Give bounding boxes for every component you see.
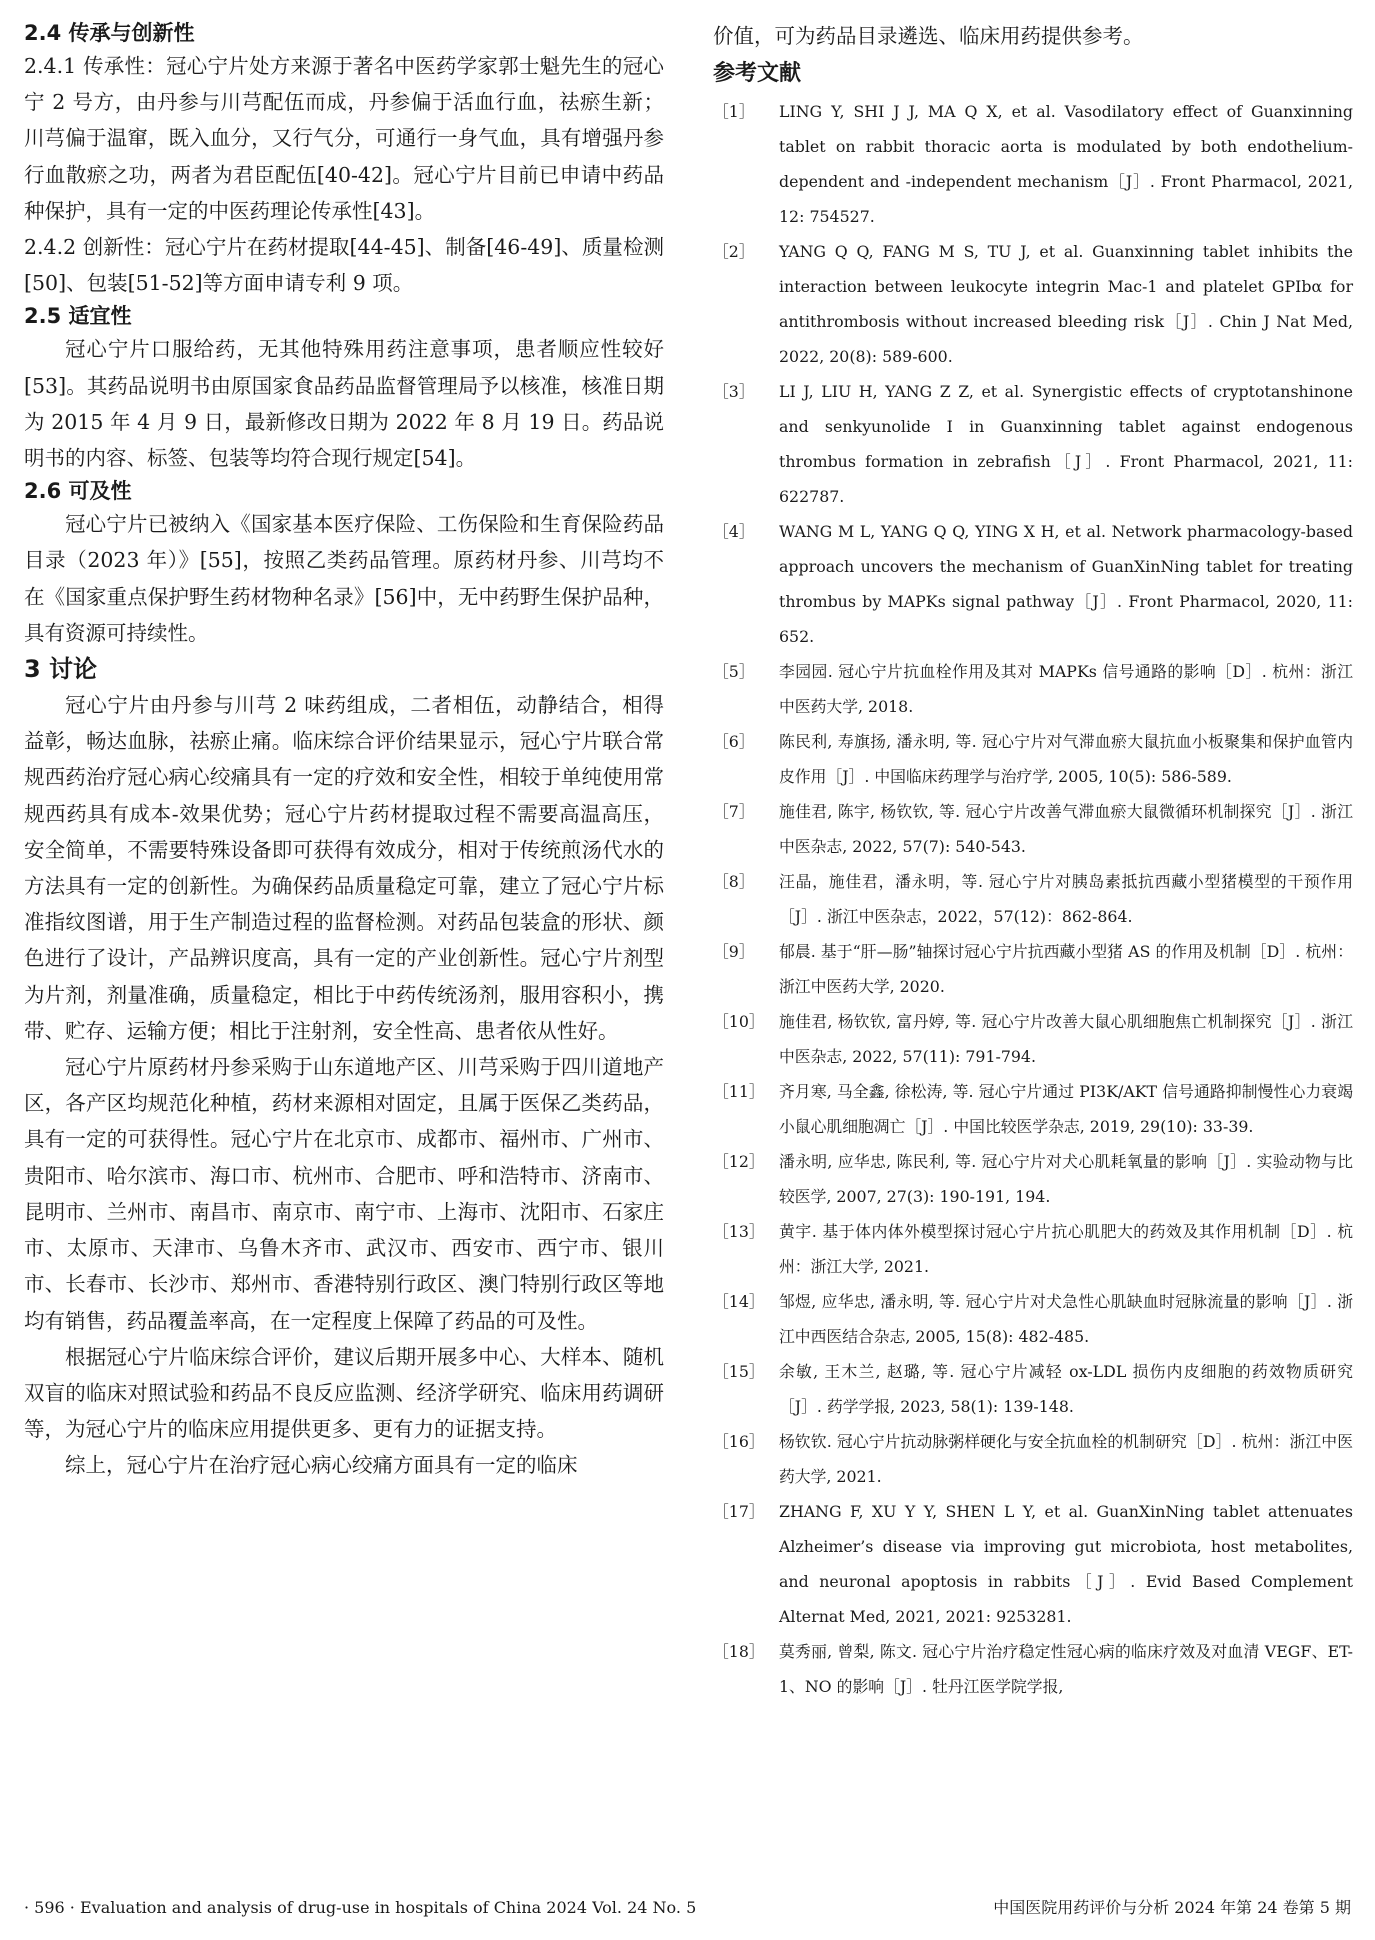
reference-number: ［17］ <box>713 1502 765 1522</box>
reference-text: ZHANG F, XU Y Y, SHEN L Y, et al. GuanXinNing tablet attenuates Alzheimer’s disease via improving gut microbiota, host metabolites, and neuronal apoptosis in rabbits［J］. Evid Based Complement Alternat Med, 2021, 2021: 9253281. <box>779 1502 1353 1627</box>
references-title: 参考文献 <box>713 61 802 87</box>
reference-item <box>713 1074 1353 1144</box>
reference-text: 施佳君, 陈宇, 杨钦钦, 等. 冠心宁片改善气滞血瘀大鼠微循环机制探究［J］. 浙江中医杂志, 2022, 57(7): 540-543. <box>779 802 1353 857</box>
reference-text: YANG Q Q, FANG M S, TU J, et al. Guanxinning tablet inhibits the interaction between leukocyte integrin Mac-1 and platelet GPIbα for antithrombosis without increased bleeding risk［J］. Chin J Nat Med, 2022, 20(8): 589-600. <box>779 242 1353 367</box>
paragraph-3-2: 冠心宁片原药材丹参采购于山东道地产区、川芎采购于四川道地产区，各产区均规范化种植，药材来源相对固定，且属于医保乙类药品，具有一定的可获得性。冠心宁片在北京市、成都市、福州市、广州市、贵阳市、哈尔滨市、海口市、杭州市、合肥市、呼和浩特市、济南市、昆明市、兰州市、南昌市、南京市、南宁市、上海市、沈阳市、石家庄市、太原市、天津市、乌鲁木齐市、武汉市、西安市、西宁市、银川市、长春市、长沙市、郑州市、香港特别行政区、澳门特别行政区等地均有销售，药品覆盖率高，在一定程度上保障了药品的可及性。 <box>24 1055 664 1333</box>
reference-item <box>713 514 1353 654</box>
reference-list <box>713 94 1353 1704</box>
reference-item <box>713 724 1353 794</box>
reference-item <box>713 654 1353 724</box>
right-column <box>713 18 1353 1704</box>
reference-item <box>713 94 1353 234</box>
reference-text: 余敏, 王木兰, 赵璐, 等. 冠心宁片减轻 ox-LDL 损伤内皮细胞的药效物质研究［J］. 药学学报, 2023, 58(1): 139-148. <box>779 1362 1353 1417</box>
reference-item <box>713 1004 1353 1074</box>
reference-number: ［3］ <box>713 382 755 402</box>
reference-text: 杨钦钦. 冠心宁片抗动脉粥样硬化与安全抗血栓的机制研究［D］. 杭州：浙江中医药大学, 2021. <box>779 1432 1353 1487</box>
reference-number: ［5］ <box>713 662 755 682</box>
reference-text: 陈民利, 寿旗扬, 潘永明, 等. 冠心宁片对气滞血瘀大鼠抗血小板聚集和保护血管内皮作用［J］. 中国临床药理学与治疗学, 2005, 10(5): 586-589. <box>779 732 1353 787</box>
reference-text: WANG M L, YANG Q Q, YING X H, et al. Network pharmacology-based approach uncovers the mechanism of GuanXinNing tablet for treating thrombus by MAPKs signal pathway［J］. Front Pharmacol, 2020, 11: 652. <box>779 522 1353 647</box>
reference-number: ［10］ <box>713 1012 765 1032</box>
paragraph-3-3: 根据冠心宁片临床综合评价，建议后期开展多中心、大样本、随机双盲的临床对照试验和药品不良反应监测、经济学研究、临床用药调研等，为冠心宁片的临床应用提供更多、更有力的证据支持。 <box>24 1344 664 1442</box>
section-heading-2-4: 2.4 传承与创新性 <box>24 21 195 45</box>
reference-item <box>713 934 1353 1004</box>
reference-item <box>713 1634 1353 1704</box>
reference-text: 潘永明, 应华忠, 陈民利, 等. 冠心宁片对犬心肌耗氧量的影响［J］. 实验动物与比较医学, 2007, 27(3): 190-191, 194. <box>779 1152 1353 1207</box>
reference-item <box>713 864 1353 934</box>
reference-number: ［18］ <box>713 1642 765 1662</box>
reference-text: 汪晶，施佳君，潘永明，等. 冠心宁片对胰岛素抵抗西藏小型猪模型的干预作用［J］. 浙江中医杂志，2022，57(12)：862-864. <box>779 872 1353 927</box>
footer-left: · 596 · Evaluation and analysis of drug-use in hospitals of China 2024 Vol. 24 No. 5 <box>24 1898 697 1917</box>
reference-number: ［14］ <box>713 1292 765 1312</box>
paragraph-3-1: 冠心宁片由丹参与川芎 2 味药组成，二者相伍，动静结合，相得益彰，畅达血脉，祛瘀止痛。临床综合评价结果显示，冠心宁片联合常规西药治疗冠心病心绞痛具有一定的疗效和安全性，相较于单纯使用常规西药具有成本-效果优势；冠心宁片药材提取过程不需要高温高压，安全简单，不需要特殊设备即可获得有效成分，相对于传统煎汤代水的方法具有一定的创新性。为确保药品质量稳定可靠，建立了冠心宁片标准指纹图谱，用于生产制造过程的监督检测。对药品包装盒的形状、颜色进行了设计，产品辨识度高，具有一定的产业创新性。冠心宁片剂型为片剂，剂量准确，质量稳定，相比于中药传统汤剂，服用容积小，携带、贮存、运输方便；相比于注射剂，安全性高、患者依从性好。 <box>24 693 664 1043</box>
reference-text: 李园园. 冠心宁片抗血栓作用及其对 MAPKs 信号通路的影响［D］. 杭州：浙江中医药大学, 2018. <box>779 662 1353 717</box>
reference-item <box>713 1214 1353 1284</box>
reference-number: ［12］ <box>713 1152 765 1172</box>
paragraph-3-4: 综上，冠心宁片在治疗冠心病心绞痛方面具有一定的临床 <box>65 1453 578 1478</box>
reference-number: ［13］ <box>713 1222 765 1242</box>
reference-item <box>713 1354 1353 1424</box>
reference-text: 莫秀丽, 曾梨, 陈文. 冠心宁片治疗稳定性冠心病的临床疗效及对血清 VEGF、ET-1、NO 的影响［J］. 牡丹江医学院学报, <box>779 1642 1353 1697</box>
section-heading-3: 3 讨论 <box>24 655 98 684</box>
reference-item <box>713 374 1353 514</box>
reference-text: 郁晨. 基于“肝—肠”轴探讨冠心宁片抗西藏小型猪 AS 的作用及机制［D］. 杭州：浙江中医药大学, 2020. <box>779 942 1353 997</box>
reference-number: ［15］ <box>713 1362 765 1382</box>
reference-number: ［7］ <box>713 802 755 822</box>
footer-right: 中国医院用药评价与分析 2024 年第 24 卷第 5 期 <box>993 1898 1351 1917</box>
paragraph-continued: 价值，可为药品目录遴选、临床用药提供参考。 <box>713 24 1144 48</box>
reference-number: ［8］ <box>713 872 755 892</box>
reference-item <box>713 1424 1353 1494</box>
reference-text: 施佳君, 杨钦钦, 富丹婷, 等. 冠心宁片改善大鼠心肌细胞焦亡机制探究［J］. 浙江中医杂志, 2022, 57(11): 791-794. <box>779 1012 1353 1067</box>
reference-number: ［11］ <box>713 1082 765 1102</box>
reference-number: ［2］ <box>713 242 755 262</box>
paragraph-2-6: 冠心宁片已被纳入《国家基本医疗保险、工伤保险和生育保险药品目录（2023 年）》[55]，按照乙类药品管理。原药材丹参、川芎均不在《国家重点保护野生药材物种名录》[56]中，无中药野生保护品种，具有资源可持续性。 <box>24 512 664 645</box>
section-heading-2-5: 2.5 适宜性 <box>24 304 132 329</box>
reference-number: ［4］ <box>713 522 755 542</box>
left-column <box>24 18 664 1484</box>
section-heading-2-6: 2.6 可及性 <box>24 479 132 504</box>
reference-number: ［1］ <box>713 102 755 122</box>
paragraph-2-5: 冠心宁片口服给药，无其他特殊用药注意事项，患者顺应性较好[53]。其药品说明书由原国家食品药品监督管理局予以核准，核准日期为 2015 年 4 月 9 日，最新修改日期为 2022 年 8 月 19 日。药品说明书的内容、标签、包装等均符合现行规定[54]。 <box>24 337 664 471</box>
reference-number: ［6］ <box>713 732 755 752</box>
reference-text: 齐月寒, 马全鑫, 徐松涛, 等. 冠心宁片通过 PI3K/AKT 信号通路抑制慢性心力衰竭小鼠心肌细胞凋亡［J］. 中国比较医学杂志, 2019, 29(10): 33-39. <box>779 1082 1353 1137</box>
reference-text: LI J, LIU H, YANG Z Z, et al. Synergistic effects of cryptotanshinone and senkyunolide I in Guanxinning tablet against endogenous thrombus formation in zebrafish［J］. Front Pharmacol, 2021, 11: 622787. <box>779 382 1353 507</box>
reference-item <box>713 794 1353 864</box>
paragraph-2-4-2: 2.4.2 创新性：冠心宁片在药材提取[44-45]、制备[46-49]、质量检测[50]、包装[51-52]等方面申请专利 9 项。 <box>24 235 664 296</box>
reference-number: ［9］ <box>713 942 755 962</box>
reference-text: 邹煜, 应华忠, 潘永明, 等. 冠心宁片对犬急性心肌缺血时冠脉流量的影响［J］. 浙江中西医结合杂志, 2005, 15(8): 482-485. <box>779 1292 1353 1347</box>
reference-number: ［16］ <box>713 1432 765 1452</box>
reference-item <box>713 1494 1353 1634</box>
reference-item <box>713 1284 1353 1354</box>
reference-item <box>713 234 1353 374</box>
reference-text: 黄宇. 基于体内体外模型探讨冠心宁片抗心肌肥大的药效及其作用机制［D］. 杭州：浙江大学, 2021. <box>779 1222 1353 1277</box>
reference-text: LING Y, SHI J J, MA Q X, et al. Vasodilatory effect of Guanxinning tablet on rabbit thoracic aorta is modulated by both endothelium-dependent and -independent mechanism［J］. Front Pharmacol, 2021, 12: 754527. <box>779 102 1353 227</box>
paragraph-2-4-1: 2.4.1 传承性：冠心宁片处方来源于著名中医药学家郭士魁先生的冠心宁 2 号方，由丹参与川芎配伍而成，丹参偏于活血行血，祛瘀生新；川芎偏于温窜，既入血分，又行气分，可通行一身气血，具有增强丹参行血散瘀之功，两者为君臣配伍[40-42]。冠心宁片目前已申请中药品种保护，具有一定的中医药理论传承性[43]。 <box>24 54 664 223</box>
reference-item <box>713 1144 1353 1214</box>
